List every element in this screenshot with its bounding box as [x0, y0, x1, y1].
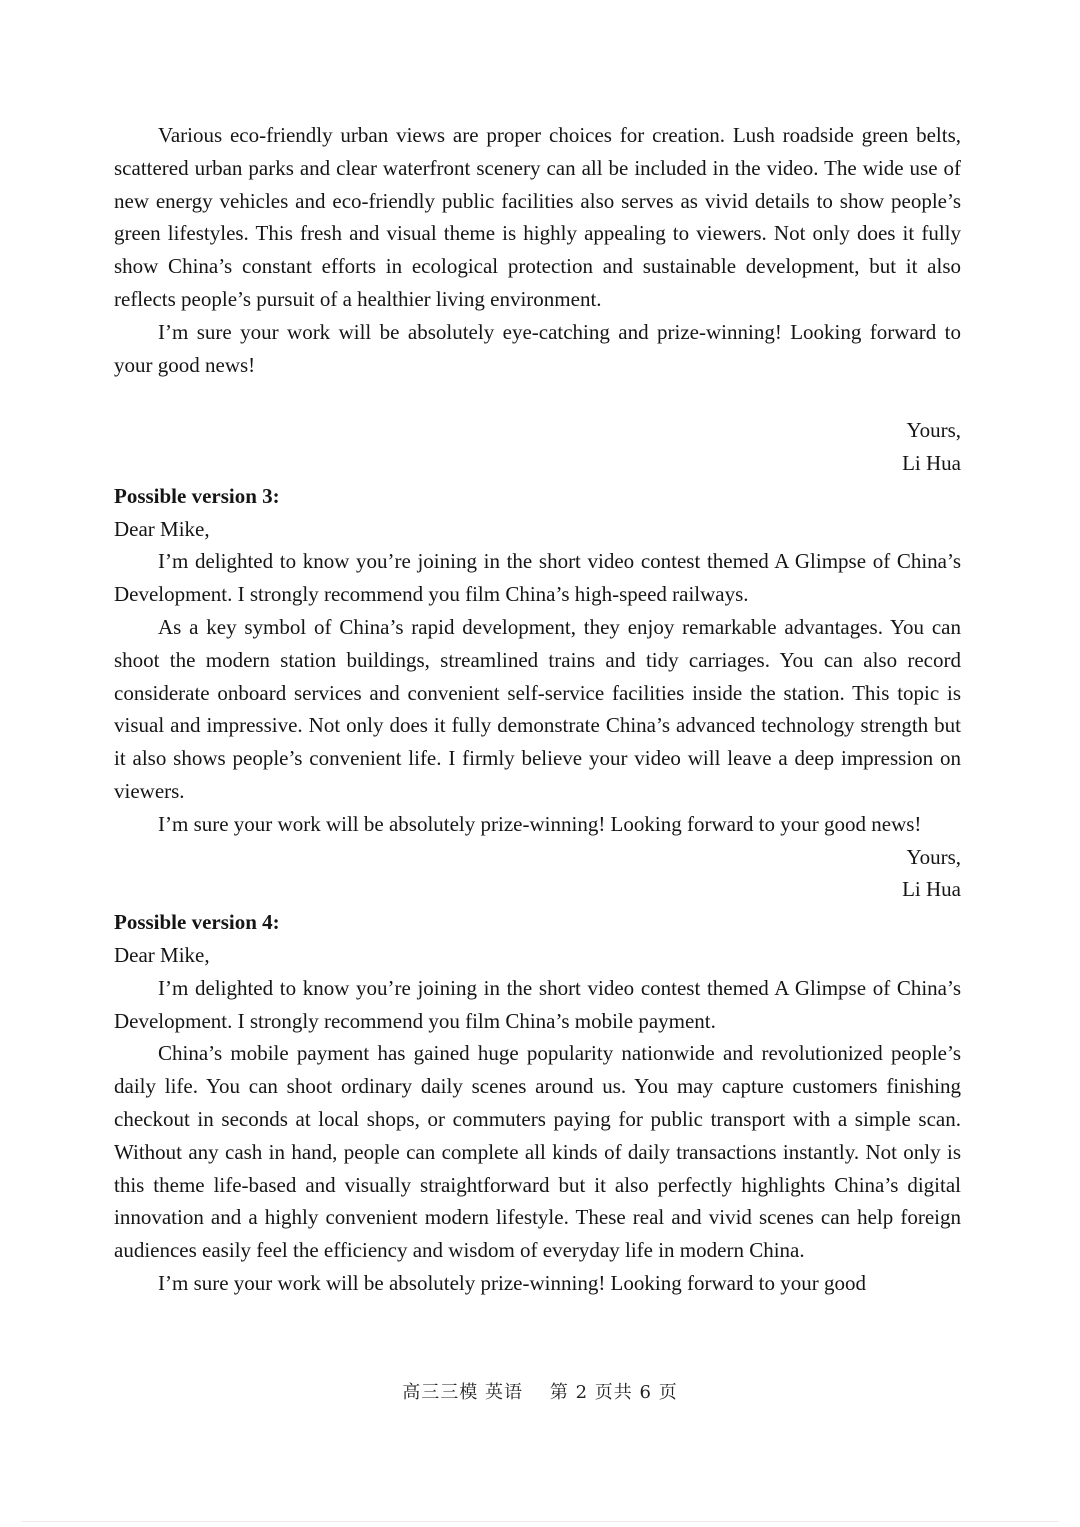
v3-intro-paragraph: I’m delighted to know you’re joining in the short video contest themed A Glimpse of China’s Development. I strongly recommend you film China’s high-speed railways.	[114, 549, 961, 607]
v4-intro-paragraph: I’m delighted to know you’re joining in the short video contest themed A Glimpse of China’s Development. I strongly recommend you film China’s mobile payment.	[114, 975, 961, 1033]
v3-signature: Li Hua	[902, 877, 961, 902]
spacer	[114, 381, 961, 414]
v2-body-paragraph: Various eco-friendly urban views are proper choices for creation. Lush roadside green belts, scattered urban parks and clear waterfront scenery can all be included in the video. The wide use of new energy vehicles and eco-friendly public facilities also serves as vivid details to show people’s green lifestyles. This fresh and visual theme is highly appealing to viewers. Not only does it fully show China’s constant efforts in ecological protection and sustainable development, but it also reflects people’s pursuit of a healthier living environment.	[114, 123, 961, 311]
v2-closing: Yours,	[906, 418, 961, 443]
v4-heading: Possible version 4:	[114, 910, 280, 935]
page-footer: 高三三模 英语 第 2 页共 6 页	[402, 1382, 678, 1403]
v4-closing-paragraph: I’m sure your work will be absolutely prize-winning! Looking forward to your good	[158, 1270, 867, 1295]
v3-closing: Yours,	[906, 844, 961, 869]
v4-greeting: Dear Mike,	[114, 942, 210, 967]
v2-signature: Li Hua	[902, 450, 961, 475]
v3-greeting: Dear Mike,	[114, 516, 210, 541]
page-content	[114, 119, 961, 1300]
v4-body-paragraph: China’s mobile payment has gained huge popularity nationwide and revolutionized people’s daily life. You can shoot ordinary daily scenes around us. You may capture customers finishing checkout in seconds at local shops, or commuters paying for public transport with a simple scan. Without any cash in hand, people can complete all kinds of daily transactions instantly. Not only is this theme life-based and visually straightforward but it also perfectly highlights China’s digital innovation and a highly convenient modern lifestyle. These real and vivid scenes can help foreign audiences easily feel the efficiency and wisdom of everyday life in modern China.	[114, 1041, 961, 1263]
scan-edge-line	[22, 1521, 1058, 1522]
v2-closing-paragraph: I’m sure your work will be absolutely eye-catching and prize-winning! Looking forward to your good news!	[114, 319, 961, 377]
v3-body-paragraph: As a key symbol of China’s rapid development, they enjoy remarkable advantages. You can shoot the modern station buildings, streamlined trains and tidy carriages. You can also record considerate onboard services and convenient self-service facilities inside the station. This topic is visual and impressive. Not only does it fully demonstrate China’s advanced technology strength but it also shows people’s convenient life. I firmly believe your video will leave a deep impression on viewers.	[114, 614, 961, 803]
v3-heading: Possible version 3:	[114, 483, 280, 508]
v3-closing-paragraph: I’m sure your work will be absolutely prize-winning! Looking forward to your good news!	[158, 811, 922, 836]
